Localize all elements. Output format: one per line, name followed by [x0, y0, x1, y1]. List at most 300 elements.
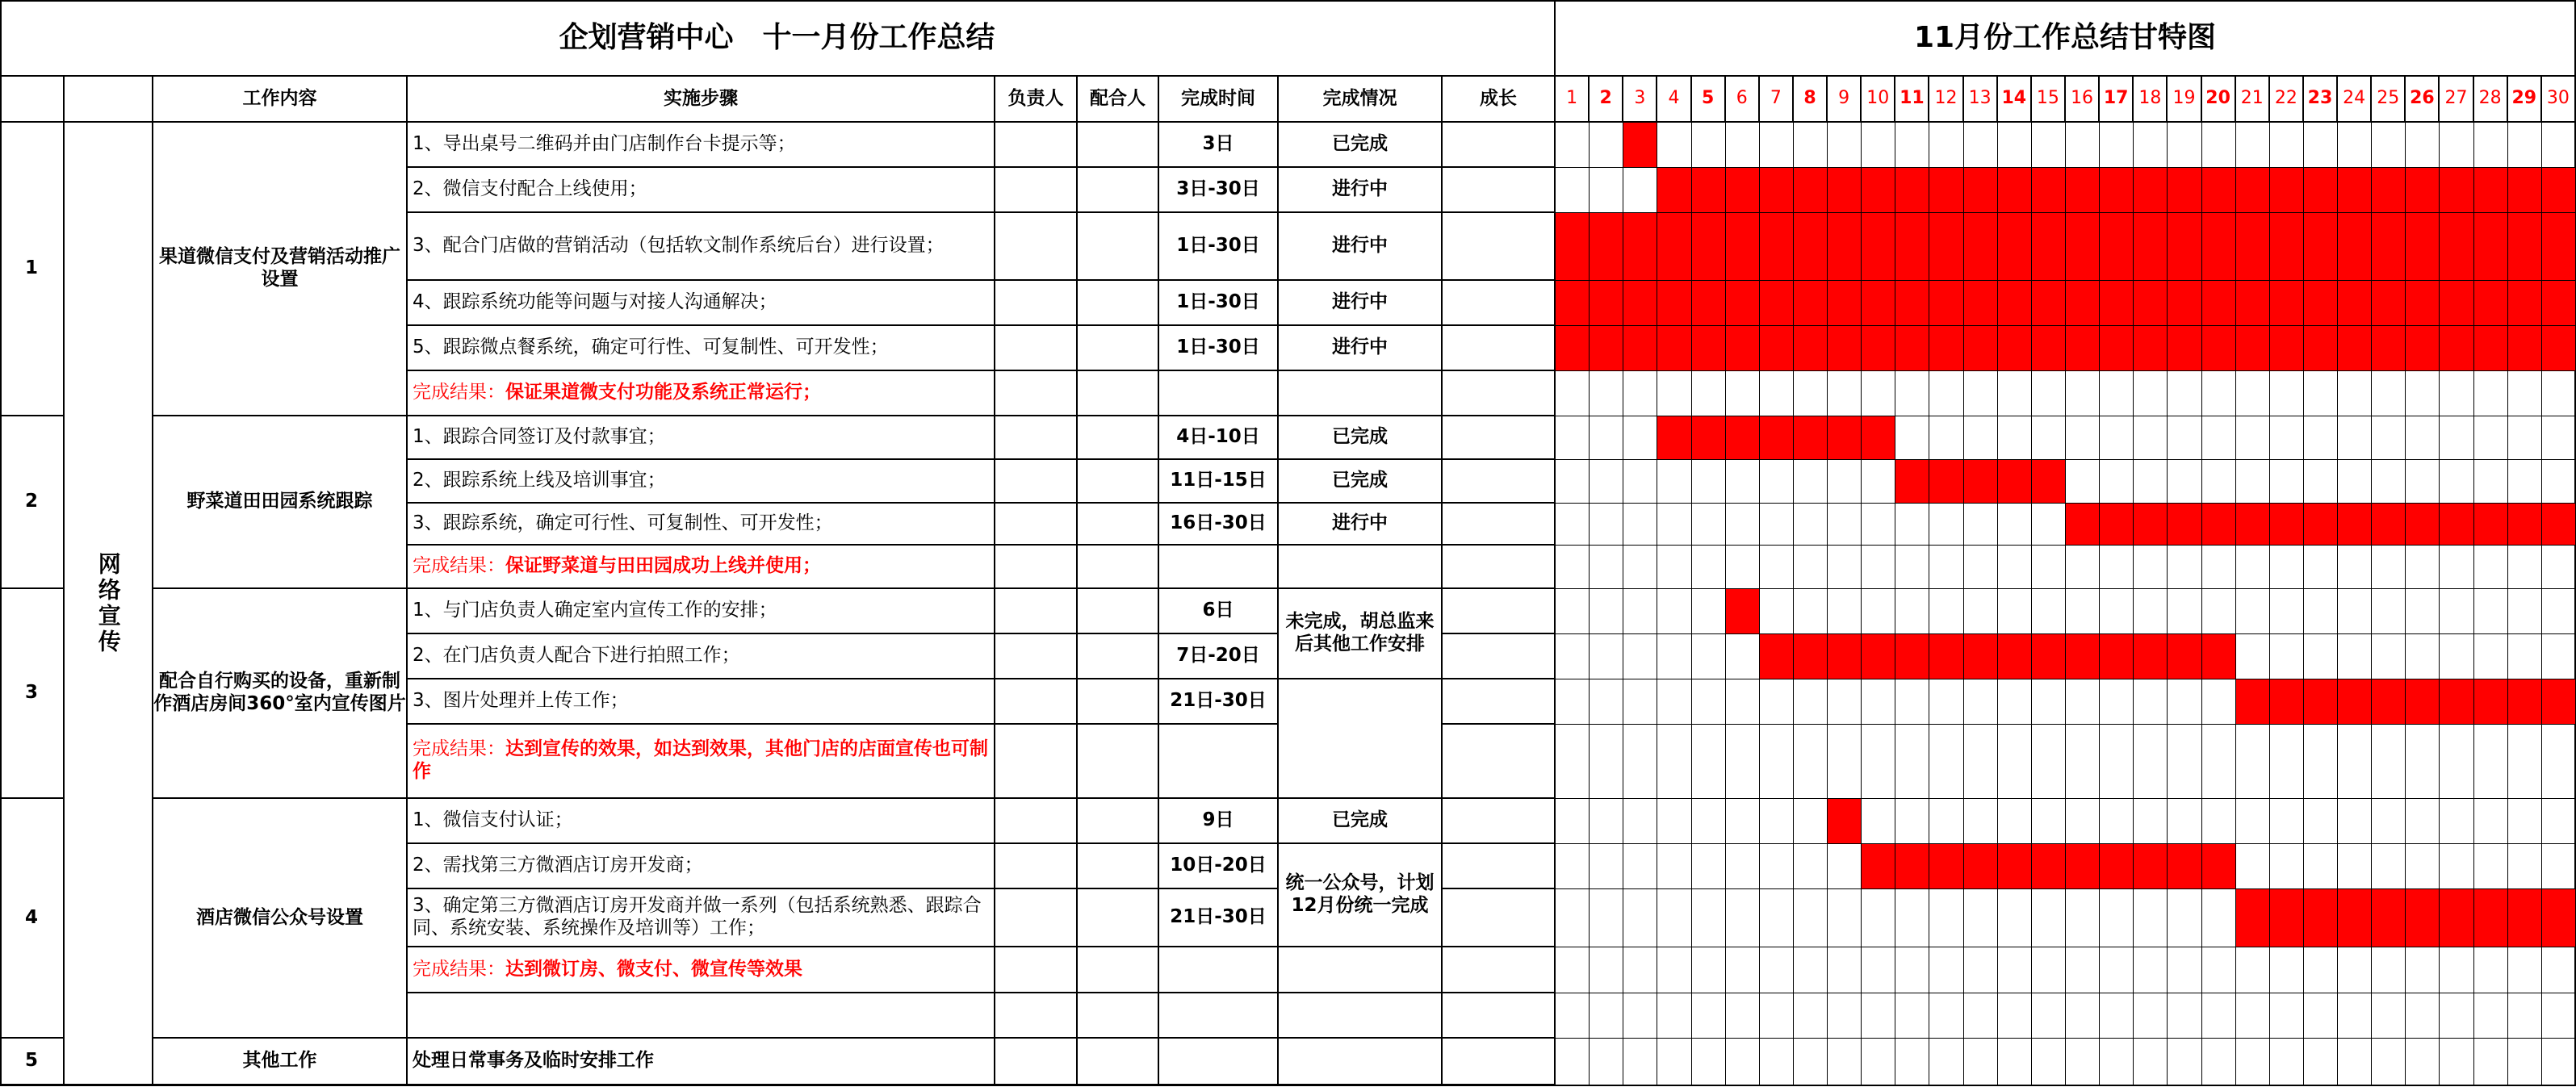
day-header-23[interactable]: 23	[2304, 77, 2338, 123]
gantt-empty-cell[interactable]	[1760, 1039, 1794, 1085]
day-header-17[interactable]: 17	[2100, 77, 2134, 123]
gantt-empty-cell[interactable]	[1590, 844, 1623, 889]
gantt-empty-cell[interactable]	[2032, 993, 2066, 1039]
gantt-bar-cell[interactable]	[2440, 326, 2473, 371]
gantt-empty-cell[interactable]	[2236, 844, 2270, 889]
gantt-bar-cell[interactable]	[2474, 889, 2508, 947]
gantt-empty-cell[interactable]	[2508, 589, 2542, 634]
gantt-empty-cell[interactable]	[2440, 546, 2473, 589]
gantt-empty-cell[interactable]	[2304, 123, 2338, 168]
gantt-empty-cell[interactable]	[2304, 589, 2338, 634]
gantt-empty-cell[interactable]	[2100, 371, 2134, 416]
step-cell[interactable]: 3、确定第三方微酒店订房开发商并做一系列（包括系统熟悉、跟踪合同、系统安装、系统操作及培训等）工作；	[408, 889, 995, 947]
gantt-empty-cell[interactable]	[2440, 123, 2473, 168]
gantt-empty-cell[interactable]	[2236, 1039, 2270, 1085]
assist-cell[interactable]	[1078, 326, 1159, 371]
gantt-empty-cell[interactable]	[2542, 634, 2576, 679]
gantt-empty-cell[interactable]	[2304, 947, 2338, 993]
gantt-empty-cell[interactable]	[2542, 546, 2576, 589]
gantt-empty-cell[interactable]	[2440, 725, 2473, 799]
gantt-empty-cell[interactable]	[1929, 504, 1963, 546]
gantt-bar-cell[interactable]	[1895, 281, 1929, 326]
gantt-bar-cell[interactable]	[2100, 844, 2134, 889]
gantt-empty-cell[interactable]	[2066, 416, 2100, 460]
gantt-empty-cell[interactable]	[2372, 799, 2406, 844]
gantt-bar-cell[interactable]	[1862, 281, 1895, 326]
gantt-empty-cell[interactable]	[1657, 679, 1691, 725]
gantt-empty-cell[interactable]	[1556, 889, 1590, 947]
gantt-bar-cell[interactable]	[2508, 504, 2542, 546]
gantt-bar-cell[interactable]	[2474, 168, 2508, 213]
status-cell[interactable]: 已完成	[1279, 416, 1443, 460]
gantt-empty-cell[interactable]	[1657, 889, 1691, 947]
gantt-empty-cell[interactable]	[2236, 546, 2270, 589]
gantt-empty-cell[interactable]	[2338, 416, 2372, 460]
gantt-bar-cell[interactable]	[2202, 281, 2236, 326]
gantt-empty-cell[interactable]	[2100, 416, 2134, 460]
day-header-14[interactable]: 14	[1998, 77, 2032, 123]
gantt-empty-cell[interactable]	[2134, 589, 2168, 634]
gantt-bar-cell[interactable]	[2372, 504, 2406, 546]
header-growth[interactable]: 成长	[1443, 77, 1556, 123]
owner-cell[interactable]	[995, 371, 1078, 416]
time-cell[interactable]: 21日-30日	[1159, 679, 1279, 725]
gantt-empty-cell[interactable]	[1760, 725, 1794, 799]
time-cell[interactable]: 3日	[1159, 123, 1279, 168]
day-header-4[interactable]: 4	[1657, 77, 1691, 123]
gantt-empty-cell[interactable]	[1895, 504, 1929, 546]
gantt-empty-cell[interactable]	[1998, 889, 2032, 947]
gantt-bar-cell[interactable]	[2508, 889, 2542, 947]
gantt-empty-cell[interactable]	[1726, 1039, 1760, 1085]
gantt-empty-cell[interactable]	[2202, 460, 2236, 504]
gantt-empty-cell[interactable]	[2542, 589, 2576, 634]
gantt-empty-cell[interactable]	[2236, 799, 2270, 844]
gantt-empty-cell[interactable]	[1692, 634, 1726, 679]
gantt-empty-cell[interactable]	[2032, 799, 2066, 844]
gantt-empty-cell[interactable]	[2270, 546, 2304, 589]
group-number[interactable]: 1	[0, 123, 65, 416]
gantt-empty-cell[interactable]	[2372, 1039, 2406, 1085]
owner-cell[interactable]	[995, 416, 1078, 460]
gantt-empty-cell[interactable]	[2032, 679, 2066, 725]
gantt-bar-cell[interactable]	[2100, 504, 2134, 546]
gantt-bar-cell[interactable]	[2032, 168, 2066, 213]
gantt-bar-cell[interactable]	[2066, 634, 2100, 679]
gantt-empty-cell[interactable]	[2100, 679, 2134, 725]
time-cell[interactable]	[1159, 993, 1279, 1039]
day-header-30[interactable]: 30	[2542, 77, 2576, 123]
assist-cell[interactable]	[1078, 504, 1159, 546]
gantt-bar-cell[interactable]	[2134, 213, 2168, 281]
gantt-empty-cell[interactable]	[2032, 589, 2066, 634]
gantt-empty-cell[interactable]	[1726, 799, 1760, 844]
gantt-empty-cell[interactable]	[1964, 371, 1998, 416]
growth-cell[interactable]	[1443, 213, 1556, 281]
gantt-bar-cell[interactable]	[1998, 213, 2032, 281]
owner-cell[interactable]	[995, 326, 1078, 371]
gantt-bar-cell[interactable]	[2338, 889, 2372, 947]
gantt-empty-cell[interactable]	[1726, 546, 1760, 589]
gantt-bar-cell[interactable]	[1760, 326, 1794, 371]
gantt-empty-cell[interactable]	[2474, 844, 2508, 889]
gantt-empty-cell[interactable]	[1623, 504, 1657, 546]
gantt-empty-cell[interactable]	[1998, 123, 2032, 168]
gantt-empty-cell[interactable]	[2100, 546, 2134, 589]
gantt-empty-cell[interactable]	[2270, 993, 2304, 1039]
gantt-empty-cell[interactable]	[2066, 725, 2100, 799]
gantt-empty-cell[interactable]	[1692, 460, 1726, 504]
gantt-bar-cell[interactable]	[2338, 504, 2372, 546]
gantt-empty-cell[interactable]	[2270, 844, 2304, 889]
gantt-bar-cell[interactable]	[2304, 168, 2338, 213]
gantt-empty-cell[interactable]	[2338, 844, 2372, 889]
gantt-empty-cell[interactable]	[1657, 634, 1691, 679]
header-assist[interactable]: 配合人	[1078, 77, 1159, 123]
gantt-bar-cell[interactable]	[1692, 281, 1726, 326]
gantt-empty-cell[interactable]	[1895, 679, 1929, 725]
gantt-empty-cell[interactable]	[1964, 416, 1998, 460]
gantt-empty-cell[interactable]	[1623, 416, 1657, 460]
gantt-bar-cell[interactable]	[2270, 679, 2304, 725]
gantt-empty-cell[interactable]	[1623, 546, 1657, 589]
step-cell[interactable]: 3、跟踪系统，确定可行性、可复制性、可开发性；	[408, 504, 995, 546]
gantt-bar-cell[interactable]	[2134, 168, 2168, 213]
gantt-bar-cell[interactable]	[2100, 326, 2134, 371]
gantt-bar-cell[interactable]	[1657, 213, 1691, 281]
gantt-empty-cell[interactable]	[1964, 1039, 1998, 1085]
day-header-11[interactable]: 11	[1895, 77, 1929, 123]
gantt-empty-cell[interactable]	[1862, 947, 1895, 993]
assist-cell[interactable]	[1078, 634, 1159, 679]
gantt-bar-cell[interactable]	[2508, 213, 2542, 281]
time-cell[interactable]: 1日-30日	[1159, 213, 1279, 281]
gantt-empty-cell[interactable]	[1828, 371, 1862, 416]
gantt-empty-cell[interactable]	[1998, 679, 2032, 725]
gantt-bar-cell[interactable]	[2406, 213, 2440, 281]
gantt-empty-cell[interactable]	[2304, 546, 2338, 589]
gantt-empty-cell[interactable]	[2134, 679, 2168, 725]
gantt-empty-cell[interactable]	[1828, 725, 1862, 799]
gantt-empty-cell[interactable]	[1794, 1039, 1828, 1085]
day-header-9[interactable]: 9	[1828, 77, 1862, 123]
header-steps[interactable]: 实施步骤	[408, 77, 995, 123]
gantt-empty-cell[interactable]	[2406, 634, 2440, 679]
gantt-empty-cell[interactable]	[1760, 504, 1794, 546]
gantt-empty-cell[interactable]	[1828, 947, 1862, 993]
gantt-empty-cell[interactable]	[2542, 947, 2576, 993]
gantt-empty-cell[interactable]	[2372, 416, 2406, 460]
gantt-empty-cell[interactable]	[1828, 123, 1862, 168]
time-cell[interactable]: 4日-10日	[1159, 416, 1279, 460]
gantt-bar-cell[interactable]	[1692, 213, 1726, 281]
day-header-2[interactable]: 2	[1590, 77, 1623, 123]
gantt-empty-cell[interactable]	[2508, 546, 2542, 589]
gantt-empty-cell[interactable]	[1692, 504, 1726, 546]
gantt-empty-cell[interactable]	[2134, 1039, 2168, 1085]
gantt-bar-cell[interactable]	[2168, 213, 2201, 281]
gantt-empty-cell[interactable]	[1590, 546, 1623, 589]
gantt-empty-cell[interactable]	[2236, 460, 2270, 504]
gantt-empty-cell[interactable]	[1590, 725, 1623, 799]
gantt-bar-cell[interactable]	[1623, 213, 1657, 281]
day-header-24[interactable]: 24	[2338, 77, 2372, 123]
gantt-empty-cell[interactable]	[2202, 371, 2236, 416]
gantt-bar-cell[interactable]	[1726, 281, 1760, 326]
gantt-empty-cell[interactable]	[1794, 947, 1828, 993]
gantt-bar-cell[interactable]	[1828, 326, 1862, 371]
gantt-empty-cell[interactable]	[1862, 799, 1895, 844]
gantt-empty-cell[interactable]	[1657, 589, 1691, 634]
gantt-empty-cell[interactable]	[1895, 725, 1929, 799]
gantt-bar-cell[interactable]	[1726, 213, 1760, 281]
gantt-empty-cell[interactable]	[1760, 371, 1794, 416]
gantt-empty-cell[interactable]	[1828, 993, 1862, 1039]
gantt-empty-cell[interactable]	[2134, 799, 2168, 844]
gantt-empty-cell[interactable]	[1590, 799, 1623, 844]
day-header-29[interactable]: 29	[2508, 77, 2542, 123]
gantt-bar-cell[interactable]	[2100, 281, 2134, 326]
gantt-empty-cell[interactable]	[1590, 504, 1623, 546]
step-cell[interactable]: 处理日常事务及临时安排工作	[408, 1039, 995, 1085]
gantt-empty-cell[interactable]	[1692, 799, 1726, 844]
growth-cell[interactable]	[1443, 844, 1556, 889]
gantt-empty-cell[interactable]	[2406, 416, 2440, 460]
gantt-bar-cell[interactable]	[1998, 844, 2032, 889]
gantt-empty-cell[interactable]	[2338, 371, 2372, 416]
gantt-bar-cell[interactable]	[2032, 213, 2066, 281]
gantt-empty-cell[interactable]	[1760, 123, 1794, 168]
gantt-bar-cell[interactable]	[1964, 326, 1998, 371]
gantt-empty-cell[interactable]	[1726, 679, 1760, 725]
gantt-empty-cell[interactable]	[2168, 889, 2201, 947]
gantt-empty-cell[interactable]	[2032, 371, 2066, 416]
status-cell[interactable]: 已完成	[1279, 799, 1443, 844]
gantt-bar-cell[interactable]	[2440, 679, 2473, 725]
gantt-empty-cell[interactable]	[1760, 844, 1794, 889]
gantt-empty-cell[interactable]	[1964, 679, 1998, 725]
gantt-empty-cell[interactable]	[1964, 725, 1998, 799]
owner-cell[interactable]	[995, 947, 1078, 993]
gantt-empty-cell[interactable]	[2474, 123, 2508, 168]
growth-cell[interactable]	[1443, 416, 1556, 460]
gantt-empty-cell[interactable]	[2372, 725, 2406, 799]
gantt-empty-cell[interactable]	[1556, 123, 1590, 168]
gantt-bar-cell[interactable]	[1964, 844, 1998, 889]
gantt-empty-cell[interactable]	[1657, 460, 1691, 504]
gantt-bar-cell[interactable]	[2338, 326, 2372, 371]
gantt-empty-cell[interactable]	[1623, 1039, 1657, 1085]
gantt-empty-cell[interactable]	[1556, 634, 1590, 679]
gantt-empty-cell[interactable]	[1794, 799, 1828, 844]
gantt-empty-cell[interactable]	[2066, 799, 2100, 844]
owner-cell[interactable]	[995, 844, 1078, 889]
gantt-bar-cell[interactable]	[1895, 460, 1929, 504]
gantt-bar-cell[interactable]	[2338, 281, 2372, 326]
gantt-empty-cell[interactable]	[2202, 589, 2236, 634]
gantt-empty-cell[interactable]	[1794, 504, 1828, 546]
day-header-13[interactable]: 13	[1964, 77, 1998, 123]
gantt-empty-cell[interactable]	[1692, 1039, 1726, 1085]
gantt-empty-cell[interactable]	[1657, 1039, 1691, 1085]
gantt-empty-cell[interactable]	[1556, 1039, 1590, 1085]
gantt-bar-cell[interactable]	[1862, 213, 1895, 281]
gantt-empty-cell[interactable]	[2474, 725, 2508, 799]
day-header-21[interactable]: 21	[2236, 77, 2270, 123]
owner-cell[interactable]	[995, 546, 1078, 589]
owner-cell[interactable]	[995, 123, 1078, 168]
time-cell[interactable]	[1159, 947, 1279, 993]
gantt-bar-cell[interactable]	[2270, 168, 2304, 213]
gantt-empty-cell[interactable]	[2066, 679, 2100, 725]
gantt-empty-cell[interactable]	[2202, 947, 2236, 993]
owner-cell[interactable]	[995, 679, 1078, 725]
gantt-empty-cell[interactable]	[2168, 993, 2201, 1039]
gantt-empty-cell[interactable]	[2236, 371, 2270, 416]
gantt-empty-cell[interactable]	[2508, 799, 2542, 844]
assist-cell[interactable]	[1078, 844, 1159, 889]
gantt-empty-cell[interactable]	[2134, 123, 2168, 168]
gantt-bar-cell[interactable]	[2202, 504, 2236, 546]
growth-cell[interactable]	[1443, 725, 1556, 799]
gantt-empty-cell[interactable]	[2270, 416, 2304, 460]
gantt-bar-cell[interactable]	[1794, 168, 1828, 213]
assist-cell[interactable]	[1078, 993, 1159, 1039]
gantt-bar-cell[interactable]	[1998, 281, 2032, 326]
gantt-bar-cell[interactable]	[2066, 168, 2100, 213]
gantt-empty-cell[interactable]	[2066, 589, 2100, 634]
gantt-empty-cell[interactable]	[1623, 799, 1657, 844]
gantt-empty-cell[interactable]	[1556, 947, 1590, 993]
gantt-empty-cell[interactable]	[2168, 799, 2201, 844]
gantt-empty-cell[interactable]	[1726, 634, 1760, 679]
gantt-empty-cell[interactable]	[1862, 546, 1895, 589]
gantt-bar-cell[interactable]	[2134, 281, 2168, 326]
gantt-empty-cell[interactable]	[1862, 679, 1895, 725]
gantt-bar-cell[interactable]	[2372, 281, 2406, 326]
gantt-bar-cell[interactable]	[2474, 213, 2508, 281]
gantt-bar-cell[interactable]	[2406, 168, 2440, 213]
gantt-empty-cell[interactable]	[1929, 416, 1963, 460]
gantt-empty-cell[interactable]	[1895, 947, 1929, 993]
gantt-empty-cell[interactable]	[1556, 416, 1590, 460]
gantt-empty-cell[interactable]	[1964, 504, 1998, 546]
gantt-empty-cell[interactable]	[1895, 371, 1929, 416]
status-merged-cell[interactable]: 统一公众号，计划12月份统一完成	[1279, 844, 1443, 947]
gantt-empty-cell[interactable]	[2134, 889, 2168, 947]
gantt-empty-cell[interactable]	[2304, 799, 2338, 844]
gantt-bar-cell[interactable]	[2372, 168, 2406, 213]
gantt-bar-cell[interactable]	[1794, 416, 1828, 460]
gantt-bar-cell[interactable]	[1828, 213, 1862, 281]
step-cell[interactable]: 2、跟踪系统上线及培训事宜；	[408, 460, 995, 504]
step-cell[interactable]: 4、跟踪系统功能等问题与对接人沟通解决；	[408, 281, 995, 326]
gantt-empty-cell[interactable]	[1657, 123, 1691, 168]
gantt-empty-cell[interactable]	[2338, 546, 2372, 589]
gantt-empty-cell[interactable]	[2270, 371, 2304, 416]
status-merged-cell[interactable]: 未完成，胡总监来后其他工作安排	[1279, 589, 1443, 679]
gantt-bar-cell[interactable]	[2066, 844, 2100, 889]
group-content[interactable]: 野菜道田田园系统跟踪	[153, 416, 408, 589]
gantt-bar-cell[interactable]	[2202, 844, 2236, 889]
gantt-bar-cell[interactable]	[2134, 326, 2168, 371]
gantt-bar-cell[interactable]	[2032, 634, 2066, 679]
gantt-bar-cell[interactable]	[2406, 326, 2440, 371]
gantt-bar-cell[interactable]	[2304, 213, 2338, 281]
step-cell[interactable]: 2、微信支付配合上线使用；	[408, 168, 995, 213]
gantt-empty-cell[interactable]	[2032, 1039, 2066, 1085]
gantt-empty-cell[interactable]	[2202, 546, 2236, 589]
gantt-empty-cell[interactable]	[2270, 123, 2304, 168]
owner-cell[interactable]	[995, 799, 1078, 844]
gantt-bar-cell[interactable]	[2440, 281, 2473, 326]
gantt-empty-cell[interactable]	[1590, 371, 1623, 416]
group-number[interactable]: 5	[0, 1039, 65, 1085]
gantt-empty-cell[interactable]	[1692, 371, 1726, 416]
gantt-empty-cell[interactable]	[2508, 371, 2542, 416]
time-cell[interactable]: 10日-20日	[1159, 844, 1279, 889]
gantt-empty-cell[interactable]	[1862, 1039, 1895, 1085]
gantt-empty-cell[interactable]	[2134, 546, 2168, 589]
gantt-bar-cell[interactable]	[2508, 168, 2542, 213]
gantt-empty-cell[interactable]	[2440, 416, 2473, 460]
gantt-bar-cell[interactable]	[2270, 504, 2304, 546]
assist-cell[interactable]	[1078, 546, 1159, 589]
gantt-bar-cell[interactable]	[1828, 416, 1862, 460]
gantt-bar-cell[interactable]	[1895, 326, 1929, 371]
gantt-bar-cell[interactable]	[1760, 168, 1794, 213]
gantt-bar-cell[interactable]	[1998, 634, 2032, 679]
gantt-bar-cell[interactable]	[2338, 213, 2372, 281]
gantt-empty-cell[interactable]	[2168, 947, 2201, 993]
gantt-empty-cell[interactable]	[2100, 947, 2134, 993]
gantt-empty-cell[interactable]	[1726, 371, 1760, 416]
gantt-empty-cell[interactable]	[1895, 123, 1929, 168]
gantt-empty-cell[interactable]	[1692, 947, 1726, 993]
growth-cell[interactable]	[1443, 371, 1556, 416]
growth-cell[interactable]	[1443, 1039, 1556, 1085]
gantt-bar-cell[interactable]	[2236, 504, 2270, 546]
gantt-empty-cell[interactable]	[2066, 460, 2100, 504]
gantt-empty-cell[interactable]	[1760, 460, 1794, 504]
gantt-bar-cell[interactable]	[2406, 281, 2440, 326]
gantt-bar-cell[interactable]	[2542, 168, 2576, 213]
assist-cell[interactable]	[1078, 889, 1159, 947]
gantt-bar-cell[interactable]	[2542, 326, 2576, 371]
gantt-bar-cell[interactable]	[2474, 281, 2508, 326]
gantt-empty-cell[interactable]	[2338, 1039, 2372, 1085]
gantt-bar-cell[interactable]	[2236, 679, 2270, 725]
gantt-bar-cell[interactable]	[1895, 168, 1929, 213]
gantt-bar-cell[interactable]	[1590, 326, 1623, 371]
gantt-bar-cell[interactable]	[2440, 889, 2473, 947]
time-cell[interactable]: 1日-30日	[1159, 281, 1279, 326]
gantt-empty-cell[interactable]	[2100, 993, 2134, 1039]
gantt-bar-cell[interactable]	[2202, 213, 2236, 281]
gantt-empty-cell[interactable]	[1556, 504, 1590, 546]
gantt-empty-cell[interactable]	[2372, 123, 2406, 168]
gantt-empty-cell[interactable]	[2304, 844, 2338, 889]
gantt-empty-cell[interactable]	[1556, 844, 1590, 889]
gantt-bar-cell[interactable]	[2542, 504, 2576, 546]
gantt-bar-cell[interactable]	[1794, 634, 1828, 679]
owner-cell[interactable]	[995, 281, 1078, 326]
gantt-empty-cell[interactable]	[1794, 844, 1828, 889]
gantt-empty-cell[interactable]	[1794, 993, 1828, 1039]
gantt-empty-cell[interactable]	[1657, 993, 1691, 1039]
gantt-empty-cell[interactable]	[2168, 546, 2201, 589]
gantt-bar-cell[interactable]	[1998, 168, 2032, 213]
